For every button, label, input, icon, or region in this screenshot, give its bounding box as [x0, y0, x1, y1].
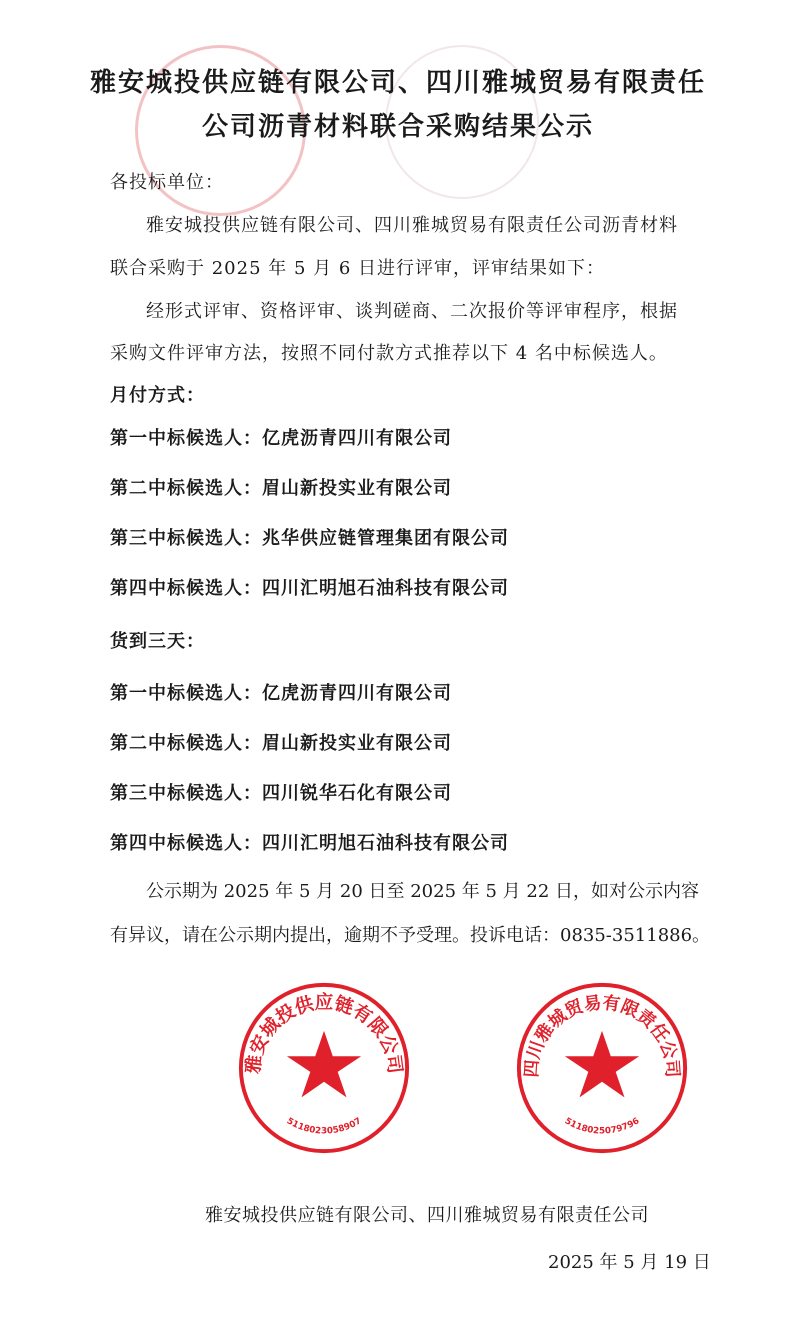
star-icon: [287, 1031, 361, 1097]
svg-text:四川雅城贸易有限责任公司: 四川雅城贸易有限责任公司: [522, 993, 682, 1079]
candidate-item: 第一中标候选人：亿虎沥青四川有限公司: [110, 428, 452, 449]
title-line-1: 雅安城投供应链有限公司、四川雅城贸易有限责任: [89, 68, 706, 98]
svg-text:5118025079796: 5118025079796: [562, 1116, 642, 1137]
svg-text:雅安城投供应链有限公司: 雅安城投供应链有限公司: [242, 992, 406, 1075]
candidate-item: 第四中标候选人：四川汇明旭石油科技有限公司: [110, 578, 509, 599]
para1-line2: 联合采购于 2025 年 5 月 6 日进行评审，评审结果如下：: [110, 258, 606, 279]
notice-line1: 公示期为 2025 年 5 月 20 日至 2025 年 5 月 22 日，如对公示内容: [146, 881, 699, 902]
date: 2025 年 5 月 19 日: [548, 1252, 711, 1273]
para2-line2: 采购文件评审方法，按照不同付款方式推荐以下 4 名中标候选人。: [110, 343, 668, 364]
para2-line1: 经形式评审、资格评审、谈判磋商、二次报价等评审程序，根据: [146, 301, 678, 322]
candidate-item: 第二中标候选人：眉山新投实业有限公司: [110, 733, 452, 754]
notice-line2: 有异议，请在公示期内提出，逾期不予受理。投诉电话：0835-3511886。: [110, 925, 711, 946]
company-seal-right: [514, 980, 690, 1156]
candidate-item: 第四中标候选人：四川汇明旭石油科技有限公司: [110, 833, 509, 854]
candidate-item: 第二中标候选人：眉山新投实业有限公司: [110, 478, 452, 499]
salutation: 各投标单位：: [110, 172, 224, 193]
title-line-2: 公司沥青材料联合采购结果公示: [201, 112, 594, 142]
company-seal-left: [236, 980, 412, 1156]
candidate-item: 第三中标候选人：兆华供应链管理集团有限公司: [110, 528, 509, 549]
para1-line1: 雅安城投供应链有限公司、四川雅城贸易有限责任公司沥青材料: [146, 215, 678, 236]
svg-text:5118023058907: 5118023058907: [284, 1116, 364, 1137]
section-heading-three-days: 货到三天：: [110, 631, 205, 652]
signature: 雅安城投供应链有限公司、四川雅城贸易有限责任公司: [205, 1205, 649, 1226]
candidate-item: 第一中标候选人：亿虎沥青四川有限公司: [110, 683, 452, 704]
section-heading-monthly: 月付方式：: [110, 385, 205, 406]
star-icon: [565, 1031, 639, 1097]
candidate-item: 第三中标候选人：四川锐华石化有限公司: [110, 783, 452, 804]
